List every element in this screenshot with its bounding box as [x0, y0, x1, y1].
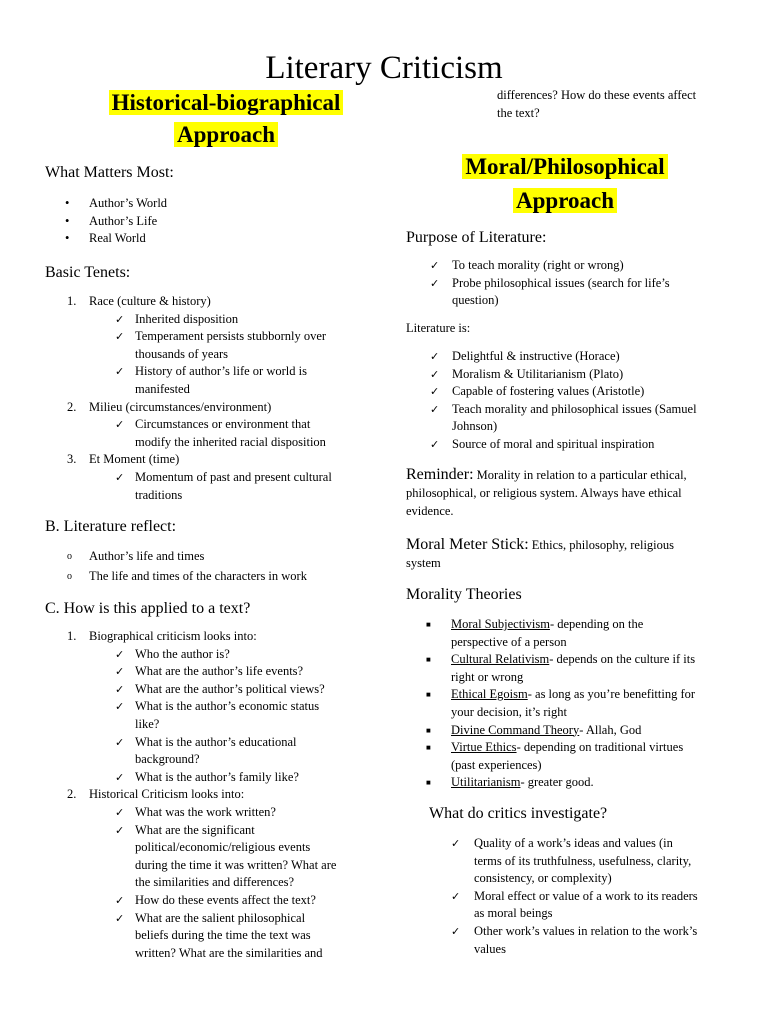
morality-theories-heading: Morality Theories [406, 586, 522, 603]
basic-tenets-list [45, 293, 375, 504]
literature-reflect-list [45, 548, 375, 585]
what-matters-list [45, 195, 375, 248]
applied-list [45, 628, 375, 962]
meter-stick-label: Moral Meter Stick: [406, 536, 529, 553]
basic-tenets-heading: Basic Tenets: [45, 264, 131, 281]
morality-theories-list [406, 616, 751, 792]
what-matters-heading: What Matters Most: [45, 164, 174, 181]
moral-philosophical-heading: Moral/Philosophical Approach [400, 150, 730, 218]
list-item: ✓ Moralism & Utilitarianism (Plato) [430, 366, 624, 381]
literature-is-list [406, 348, 746, 454]
purpose-list [406, 257, 746, 310]
list-item: ✓ Capable of fostering values (Aristotle) [430, 384, 645, 399]
purpose-heading: Purpose of Literature: [406, 229, 547, 246]
list-item: 3. Et Moment (time) ✓ Momentum of past and present cultural traditions [67, 452, 332, 502]
list-item: o Author’s life and times [67, 549, 205, 563]
literature-is-heading: Literature is: [406, 321, 471, 335]
reminder-paragraph: Reminder: Morality in relation to a particular ethical, philosophical, or religious system. Always have ethical evidence. [406, 466, 687, 518]
list-item: 2. Historical Criticism looks into: ✓ What was the work written? ✓ What are the significant political/economic/religious events during the time it was written? What are the similarities and differences? ✓ How do these events affect the text? ✓ What are the salient philosophical beliefs during the time the text was written? What are the similarities and [67, 787, 337, 960]
list-item: ■ Virtue Ethics- depending on traditional virtues (past experiences) [426, 740, 684, 772]
literature-reflect-heading: B. Literature reflect: [45, 518, 177, 535]
document-title: Literary Criticism [265, 50, 503, 86]
list-item: • Author’s World [65, 196, 168, 210]
list-item: ■ Divine Command Theory- Allah, God [426, 722, 642, 737]
list-item: ✓ Other work’s values in relation to the work’s values [451, 923, 698, 956]
list-item: ✓ Moral effect or value of a work to its readers as moral beings [451, 888, 698, 921]
critics-list [429, 835, 759, 958]
list-item: • Author’s Life [65, 213, 158, 228]
list-item: ■ Moral Subjectivism- depending on the perspective of a person [426, 617, 644, 649]
list-item: 1. Biographical criticism looks into: ✓ Who the author is? ✓ What are the author’s life events? ✓ What are the author’s political views? ✓ What is the author’s economic status like? ✓ What is the author’s educational background? ✓ What is the author’s family like? [67, 629, 325, 784]
list-item: ✓ Delightful & instructive (Horace) [430, 349, 620, 363]
meter-stick-paragraph: Moral Meter Stick: Ethics, philosophy, religious system [406, 536, 675, 570]
list-item: ✓ Source of moral and spiritual inspiration [430, 436, 655, 451]
continuation-text: differences? How do these events affect the text? [497, 88, 697, 120]
applied-heading: C. How is this applied to a text? [45, 600, 251, 617]
list-item: ■ Ethical Egoism- as long as you’re benefitting for your decision, it’s right [426, 687, 696, 719]
historical-biographical-heading: Historical-biographical Approach [40, 87, 412, 151]
list-item: ✓ Teach morality and philosophical issues (Samuel Johnson) [430, 401, 697, 434]
list-item: 2. Milieu (circumstances/environment) ✓ Circumstances or environment that modify the inherited racial disposition [67, 399, 326, 449]
reminder-label: Reminder: [406, 466, 474, 483]
list-item: ✓ Quality of a work’s ideas and values (in terms of its truthfulness, usefulness, clarity, consistency, or complexity) [451, 836, 692, 886]
list-item: ✓ To teach morality (right or wrong) [430, 258, 624, 272]
list-item: • Real World [65, 231, 146, 246]
list-item: ■ Cultural Relativism- depends on the culture if its right or wrong [426, 652, 696, 684]
list-item: o The life and times of the characters in work [67, 568, 307, 583]
list-item: ■ Utilitarianism- greater good. [426, 775, 594, 790]
list-item: ✓ Probe philosophical issues (search for life’s question) [430, 275, 670, 308]
list-item: 1. Race (culture & history) ✓ Inherited disposition ✓ Temperament persists stubbornly over thousands of years ✓ History of author’s life or world is manifested [67, 294, 327, 396]
critics-heading: What do critics investigate? [429, 805, 608, 822]
